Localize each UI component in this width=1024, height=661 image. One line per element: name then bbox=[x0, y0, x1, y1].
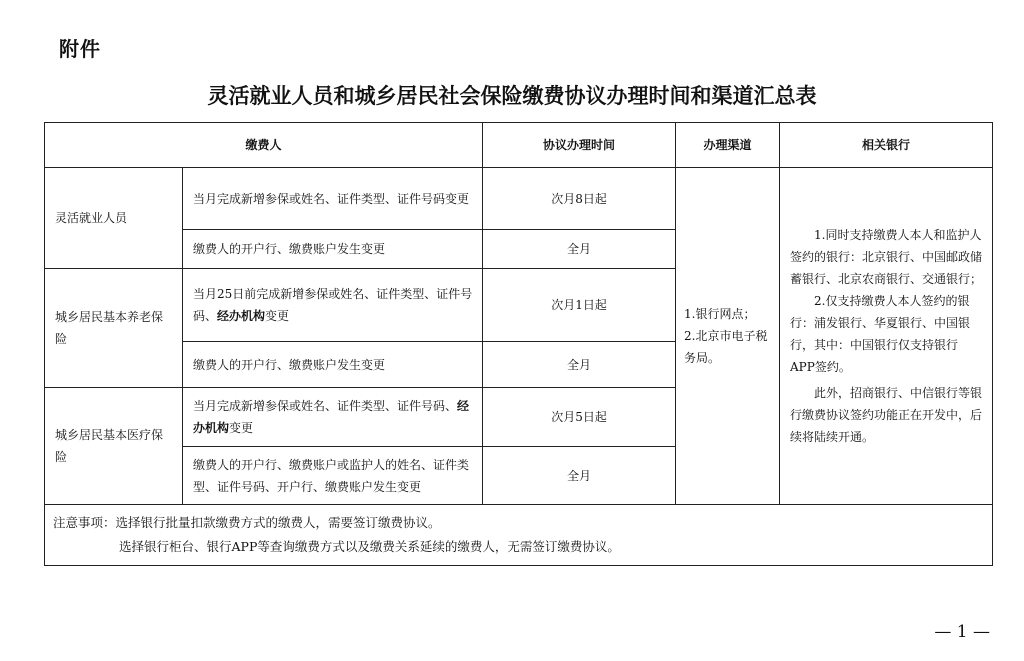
notes-line-2: 选择银行柜台、银行APP等查询缴费方式以及缴费关系延续的缴费人，无需签订缴费协议。 bbox=[119, 539, 620, 554]
document-title: 灵活就业人员和城乡居民社会保险缴费协议办理时间和渠道汇总表 bbox=[207, 84, 817, 108]
page-number: — 1 — bbox=[934, 622, 990, 642]
header-time: 协议办理时间 bbox=[483, 123, 676, 168]
time-cell: 次月1日起 bbox=[483, 269, 676, 342]
bank-paragraph-3: 此外，招商银行、中信银行等银行缴费协议签约功能正在开发中，后续将陆续开通。 bbox=[790, 386, 983, 444]
notes-row bbox=[45, 505, 993, 566]
time-cell: 次月5日起 bbox=[483, 388, 676, 447]
condition-cell bbox=[183, 269, 483, 342]
condition-emphasis: 经办机构 bbox=[193, 399, 470, 435]
time-cell: 全月 bbox=[483, 342, 676, 388]
summary-table bbox=[44, 122, 993, 566]
condition-text-end: 变更 bbox=[229, 421, 254, 435]
condition-cell: 缴费人的开户行、缴费账户发生变更 bbox=[183, 342, 483, 388]
condition-cell: 缴费人的开户行、缴费账户发生变更 bbox=[183, 230, 483, 269]
bank-paragraph-1: 1.同时支持缴费人本人和监护人签约的银行：北京银行、中国邮政储蓄银行、北京农商银行、交通银行； bbox=[790, 228, 983, 286]
header-payer: 缴费人 bbox=[45, 123, 483, 168]
header-bank: 相关银行 bbox=[780, 123, 993, 168]
bank-cell bbox=[780, 168, 993, 505]
channel-line-1: 1.银行网点； bbox=[684, 307, 756, 321]
condition-text-end: 变更 bbox=[265, 309, 290, 323]
payer-flexible-employment: 灵活就业人员 bbox=[45, 168, 183, 269]
header-channel: 办理渠道 bbox=[676, 123, 780, 168]
time-cell: 次月8日起 bbox=[483, 168, 676, 230]
time-cell: 全月 bbox=[483, 447, 676, 505]
condition-text: 当月25日前完成新增参保或姓名、证件类型、证件号码、 bbox=[193, 287, 473, 323]
table-row bbox=[45, 168, 993, 230]
condition-cell: 缴费人的开户行、缴费账户或监护人的姓名、证件类型、证件号码、开户行、缴费账户发生变更 bbox=[183, 447, 483, 505]
payer-urban-rural-pension: 城乡居民基本养老保险 bbox=[45, 269, 183, 388]
payer-urban-rural-medical: 城乡居民基本医疗保险 bbox=[45, 388, 183, 505]
condition-text: 当月完成新增参保或姓名、证件类型、证件号码、 bbox=[193, 399, 458, 413]
table-header-row bbox=[45, 123, 993, 168]
time-cell: 全月 bbox=[483, 230, 676, 269]
notes-cell bbox=[45, 505, 993, 566]
condition-cell bbox=[183, 388, 483, 447]
channel-line-2: 2.北京市电子税务局。 bbox=[684, 329, 768, 365]
attachment-label: 附件 bbox=[59, 37, 101, 61]
channel-cell bbox=[676, 168, 780, 505]
condition-emphasis: 经办机构 bbox=[217, 309, 266, 323]
condition-cell: 当月完成新增参保或姓名、证件类型、证件号码变更 bbox=[183, 168, 483, 230]
bank-paragraph-2: 2.仅支持缴费人本人签约的银行：浦发银行、华夏银行、中国银行，其中：中国银行仅支持银行APP签约。 bbox=[790, 294, 971, 374]
notes-line-1: 注意事项：选择银行批量扣款缴费方式的缴费人，需要签订缴费协议。 bbox=[53, 515, 441, 530]
